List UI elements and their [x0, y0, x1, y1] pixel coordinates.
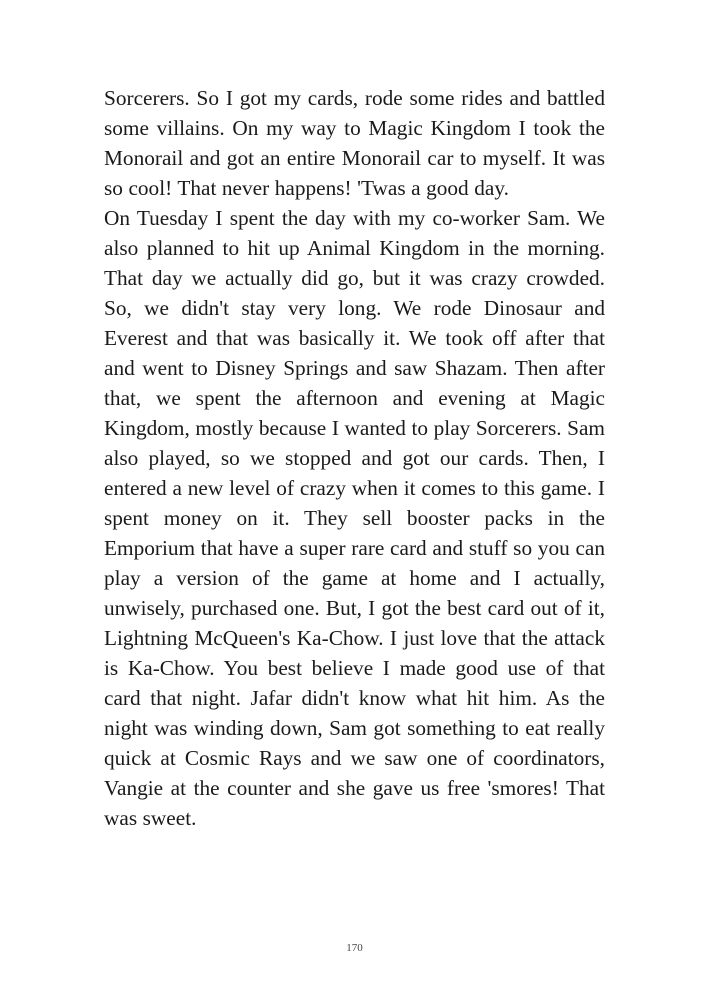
page-number: 170: [346, 942, 363, 954]
page-body: [104, 83, 605, 833]
paragraph-tuesday: On Tuesday I spent the day with my co-worker Sam. We also planned to hit up Animal Kingdom in the morning. That day we actually did go, but it was crazy crowded. So, we didn't stay very long. We rode Dinosaur and Everest and that was basically it. We took off after that and went to Disney Springs and saw Shazam. Then after that, we spent the afternoon and evening at Magic Kingdom, mostly because I wanted to play Sorcerers. Sam also played, so we stopped and got our cards. Then, I entered a new level of crazy when it comes to this game. I spent money on it. They sell booster packs in the Emporium that have a super rare card and stuff so you can play a version of the game at home and I actually, unwisely, purchased one. But, I got the best card out of it, Lightning McQueen's Ka-Chow. I just love that the attack is Ka-Chow. You best believe I made good use of that card that night. Jafar didn't know what hit him. As the night was winding down, Sam got something to eat really quick at Cosmic Rays and we saw one of coordinators, Vangie at the counter and she gave us free 'smores! That was sweet.: [104, 206, 605, 830]
paragraph-monorail: Sorcerers. So I got my cards, rode some rides and battled some villains. On my way to Magic Kingdom I took the Monorail and got an entire Monorail car to myself. It was so cool! That never happens! 'Twas a good day.: [104, 86, 605, 200]
